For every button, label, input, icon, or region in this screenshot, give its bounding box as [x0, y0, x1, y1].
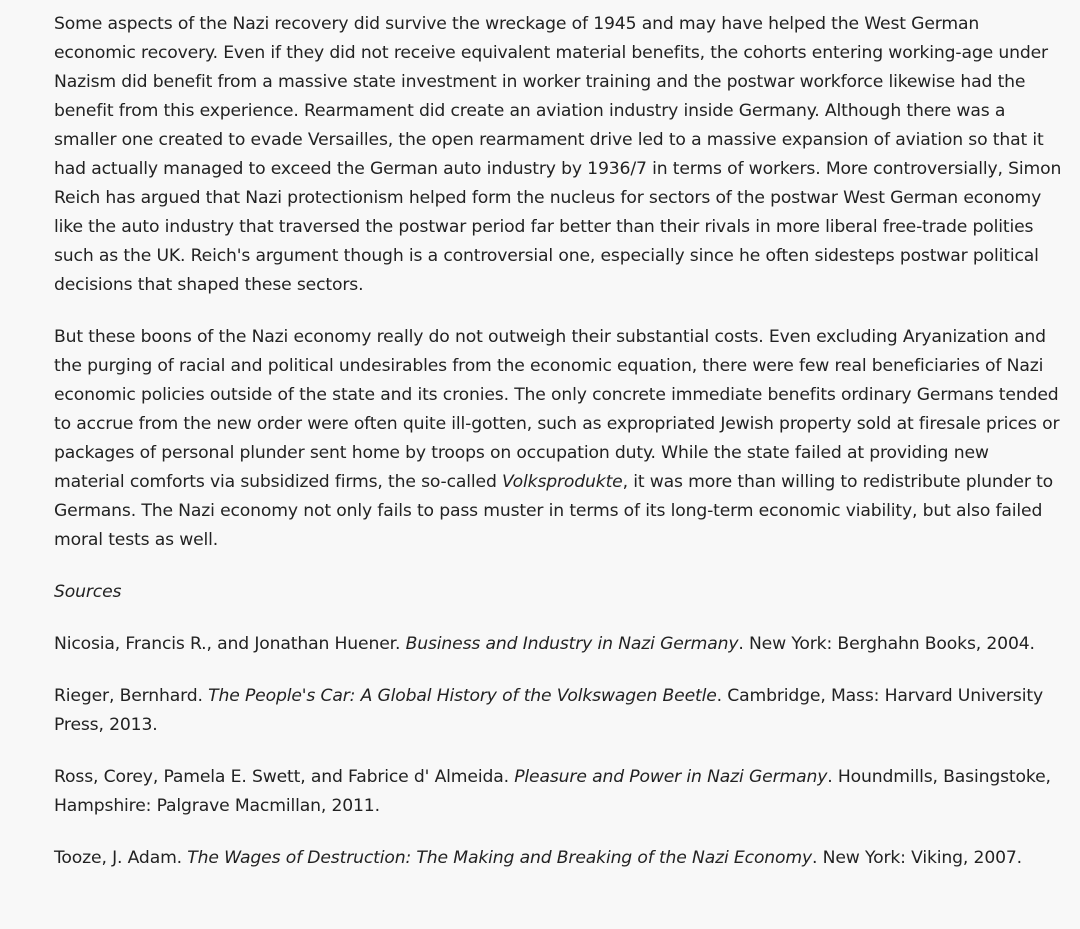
source-entry — [54, 630, 1064, 659]
article-paragraph: Some aspects of the Nazi recovery did survive the wreckage of 1945 and may have helped the West German economic recovery. Even if they did not receive equivalent material benefits, the cohorts entering working-age under Nazism did benefit from a massive state investment in worker training and the postwar workforce likewise had the benefit from this experience. Rearmament did create an aviation industry inside Germany. Although there was a smaller one created to evade Versailles, the open rearmament drive led to a massive expansion of aviation so that it had actually managed to exceed the German auto industry by 1936/7 in terms of workers. More controversially, Simon Reich has argued that Nazi protectionism helped form the nucleus for sectors of the postwar West German economy like the auto industry that traversed the postwar period far better than their rivals in more liberal free-trade polities such as the UK. Reich's argument though is a controversial one, especially since he often sidesteps postwar political decisions that shaped these sectors. — [54, 14, 1062, 295]
source-entry — [54, 763, 1064, 821]
source-title: The Wages of Destruction: The Making and Breaking of the Nazi Economy — [187, 848, 813, 868]
article-body — [54, 10, 1064, 896]
article-paragraph — [54, 323, 1064, 555]
source-publication: . Cambridge, Mass: Harvard University Press, 2013. — [54, 686, 1043, 735]
source-authors: Nicosia, Francis R., and Jonathan Huener. — [54, 634, 406, 654]
source-authors: Tooze, J. Adam. — [54, 848, 188, 868]
source-publication: . New York: Berghahn Books, 2004. — [738, 634, 1035, 654]
source-authors: Ross, Corey, Pamela E. Swett, and Fabrice d' Almeida. — [54, 767, 515, 787]
source-title: Pleasure and Power in Nazi Germany — [514, 767, 828, 787]
sources-heading: Sources — [54, 582, 122, 602]
source-publication: . Houndmills, Basingstoke, Hampshire: Palgrave Macmillan, 2011. — [54, 767, 1051, 816]
source-title: The People's Car: A Global History of the Volkswagen Beetle — [208, 686, 717, 706]
italic-term: Volksprodukte — [502, 472, 623, 492]
source-entry — [54, 844, 1064, 873]
source-entry — [54, 682, 1064, 740]
source-title: Business and Industry in Nazi Germany — [405, 634, 739, 654]
paragraph-text: But these boons of the Nazi economy really do not outweigh their substantial costs. Even excluding Aryanization and the purging of racial and political undesirables from the economic equation, there were few real beneficiaries of Nazi economic policies outside of the state and its cronies. The only concrete immediate benefits ordinary Germans tended to accrue from the new order were often quite ill-gotten, such as expropriated Jewish property sold at firesale prices or packages of personal plunder sent home by troops on occupation duty. While the state failed at providing new material comforts via subsidized firms, the so-called — [54, 327, 1060, 492]
source-publication: . New York: Viking, 2007. — [812, 848, 1022, 868]
paragraph-text: , it was more than willing to redistribute plunder to Germans. The Nazi economy not only fails to pass muster in terms of its long-term economic viability, but also failed moral tests as well. — [54, 472, 1054, 550]
source-authors: Rieger, Bernhard. — [54, 686, 209, 706]
